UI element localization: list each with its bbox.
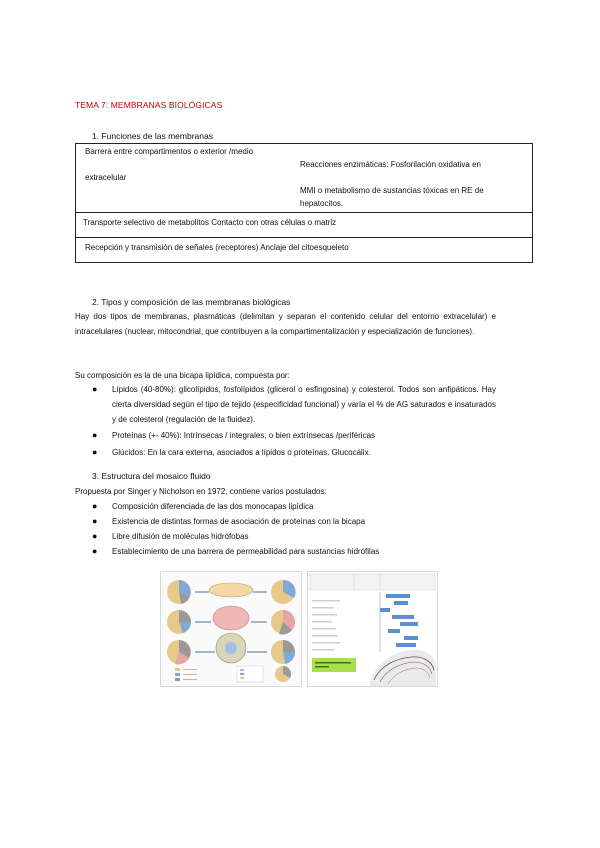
bullet-icon: ● bbox=[92, 447, 98, 457]
organelle-shape bbox=[209, 583, 253, 597]
table-cell bbox=[76, 144, 533, 213]
cell-text: Recepción y transmisión de señales (receptores) Anclaje del citoesqueleto bbox=[85, 243, 349, 252]
cell-text: Transporte selectivo de metabolitos Contacto con otras células o matriz bbox=[83, 218, 337, 227]
bullet-icon: ● bbox=[92, 516, 98, 526]
section1-heading: 1. Funciones de las membranas bbox=[92, 131, 213, 141]
membrane-bars-graphic bbox=[308, 572, 437, 686]
list-item bbox=[92, 499, 496, 514]
bullet-icon: ● bbox=[92, 546, 98, 556]
section2-paragraph: Hay dos tipos de membranas, plasmáticas (delimitan y separan el contenido celular del entorno extracelular) e intracelulares (nuclear, mitocondrial, que contribuyen a la compartimentalización y especialización de funciones). bbox=[75, 312, 496, 336]
cell-text: MMI o metabolismo de sustancias tóxicas en RE de bbox=[300, 186, 484, 195]
table-row bbox=[76, 144, 533, 213]
table-cell bbox=[76, 238, 533, 263]
list-item-text: Lípidos (40-80%): glicolípidos, fosfolípidos (glicerol o esfingosina) y colesterol. Todos son anfipáticos. Hay cierta diversidad según el tipo de tejido (especificidad funcional) y varía el % de AG saturados e insaturados y de colesterol (regulación de la fluidez). bbox=[112, 385, 496, 424]
list-item bbox=[92, 529, 496, 544]
pie-chart bbox=[167, 610, 191, 634]
list-item-text: Glúcidos: En la cara externa, asociados a lípidos o proteínas. Glucocálix. bbox=[112, 448, 371, 457]
section2-heading: 2. Tipos y composición de las membranas biológicas bbox=[92, 297, 291, 307]
cell-text: Barrera entre compartimentos o exterior /medio bbox=[85, 147, 254, 156]
membrane-bars-figure bbox=[307, 571, 438, 687]
postulates-list bbox=[92, 499, 496, 559]
list-item-text: Libre difusión de moléculas hidrófobas bbox=[112, 532, 249, 541]
list-item-text: Establecimiento de una barrera de permeabilidad para sustancias hidrófilas bbox=[112, 547, 380, 556]
list-item bbox=[92, 428, 496, 443]
lipid-pies-graphic bbox=[161, 572, 301, 686]
page-title: TEMA 7: MEMBRANAS BIOLÓGICAS bbox=[75, 100, 223, 110]
table-cell bbox=[76, 213, 533, 238]
composition-intro: Su composición es la de una bicapa lipídica, compuesta por: bbox=[75, 371, 290, 380]
cell-text: Reacciones enzimáticas: Fosforilación oxidativa en bbox=[300, 160, 481, 169]
organelle-shape bbox=[213, 606, 249, 630]
section3-heading: 3. Estructura del mosaico fluido bbox=[92, 471, 211, 481]
table-row bbox=[76, 238, 533, 263]
lipid-composition-figure bbox=[160, 571, 302, 687]
cell-text: extracelular bbox=[85, 173, 127, 182]
list-item-text: Proteínas (+- 40%): Intrínsecas / integrales, o bien extrínsecas /periféricas bbox=[112, 431, 376, 440]
composition-list bbox=[92, 382, 496, 460]
mosaic-intro: Propuesta por Singer y Nicholson en 1972, contiene varios postulados: bbox=[75, 487, 327, 496]
bullet-icon: ● bbox=[92, 531, 98, 541]
list-item-text: Existencia de distintas formas de asociación de proteínas con la bicapa bbox=[112, 517, 366, 526]
list-item bbox=[92, 514, 496, 529]
cell-text: hepatocitos. bbox=[300, 199, 344, 208]
pie-chart bbox=[271, 640, 295, 664]
bullet-icon: ● bbox=[92, 384, 98, 394]
organelle-shape bbox=[225, 642, 237, 654]
list-item bbox=[92, 544, 496, 559]
list-item bbox=[92, 382, 496, 427]
list-item bbox=[92, 445, 496, 460]
pie-chart bbox=[167, 580, 191, 604]
functions-table bbox=[75, 143, 533, 263]
bullet-icon: ● bbox=[92, 501, 98, 511]
list-item-text: Composición diferenciada de las dos monocapas lipídica bbox=[112, 502, 314, 511]
bullet-icon: ● bbox=[92, 430, 98, 440]
table-row bbox=[76, 213, 533, 238]
